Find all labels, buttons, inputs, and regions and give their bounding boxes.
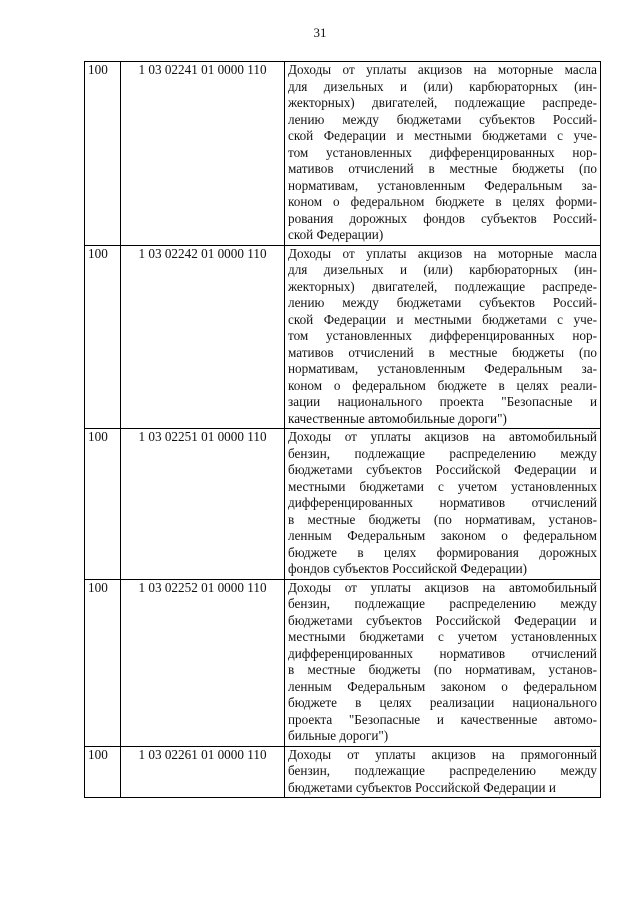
description-line: мативов отчислений в местные бюджеты (по (288, 161, 597, 176)
description-line: том установленных дифференцированных нор- (288, 328, 597, 343)
revenue-description-cell (285, 746, 601, 798)
description-line: ской Федерации и местными бюджетами с уче- (288, 128, 597, 143)
description-line: Доходы от уплаты акцизов на автомобильный (288, 579, 597, 595)
description-line: дифференцированных нормативов отчислений (288, 645, 597, 661)
table-body (85, 62, 601, 798)
description-line: бюджетами субъектов Российской Федерации и (288, 462, 597, 477)
description-line: Доходы от уплаты акцизов на моторные масла (288, 62, 597, 77)
description-line: дифференцированных нормативов отчислений (288, 495, 597, 510)
description-line: местными бюджетами с учетом установленных (288, 478, 597, 494)
admin-code-cell: 100 (85, 579, 121, 746)
description-line: для дизельных и (или) карбюраторных (ин- (288, 78, 597, 94)
budget-classification-code-cell: 1 03 02241 01 0000 110 (121, 62, 285, 246)
description-line: бюджетами субъектов Российской Федерации и (288, 779, 556, 795)
description-line: жекторных) двигателей, подлежащие распреде- (288, 95, 597, 110)
description-line: жекторных) двигателей, подлежащие распреде- (288, 278, 597, 294)
description-line: бюджетами субъектов Российской Федерации и (288, 612, 597, 628)
description-line: бюджете в целях формирования дорожных (288, 544, 597, 560)
description-line: в местные бюджеты (по нормативам, установ- (288, 662, 597, 677)
description-line: нормативам, установленным Федеральным за- (288, 361, 597, 376)
description-line: ленным Федеральным законом о федеральном (288, 528, 597, 543)
description-line: ленным Федеральным законом о федеральном (288, 678, 597, 694)
description-line: Доходы от уплаты акцизов на автомобильный (288, 429, 597, 444)
description-line: фондов субъектов Российской Федерации) (288, 561, 528, 576)
revenue-description-cell (285, 579, 601, 746)
description-line: лению между бюджетами субъектов Россий- (288, 295, 597, 310)
description-line: бильные дороги") (288, 728, 389, 743)
revenue-description-cell (285, 429, 601, 580)
admin-code-cell: 100 (85, 62, 121, 246)
description-line: ской Федерации) (288, 227, 384, 242)
description-line: бензин, подлежащие распределению между (288, 596, 597, 611)
page-number: 31 (313, 25, 327, 40)
admin-code-cell: 100 (85, 245, 121, 429)
description-line: Доходы от уплаты акцизов на прямогонный (288, 746, 597, 762)
admin-code-cell: 100 (85, 429, 121, 580)
budget-classification-code-cell: 1 03 02251 01 0000 110 (121, 429, 285, 580)
description-line: для дизельных и (или) карбюраторных (ин- (288, 262, 597, 277)
table-row (85, 245, 601, 429)
description-line: нормативам, установленным Федеральным за- (288, 177, 597, 193)
description-line: коном о федеральном бюджете в целях реали- (288, 377, 597, 393)
description-line: проекта "Безопасные и качественные автомо- (288, 711, 597, 727)
description-line: зации национального проекта "Безопасные и (288, 394, 597, 409)
description-line: том установленных дифференцированных нор- (288, 144, 597, 160)
revenue-description-cell (285, 245, 601, 429)
description-line: качественные автомобильные дороги") (288, 410, 507, 426)
budget-classification-code-cell: 1 03 02261 01 0000 110 (121, 746, 285, 798)
revenue-description-cell (285, 62, 601, 246)
description-line: в местные бюджеты (по нормативам, установ- (288, 511, 597, 527)
table-row (85, 746, 601, 798)
description-line: мативов отчислений в местные бюджеты (по (288, 344, 597, 360)
admin-code-cell: 100 (85, 746, 121, 798)
description-line: бензин, подлежащие распределению между (288, 445, 597, 461)
table-row (85, 429, 601, 580)
description-line: лению между бюджетами субъектов Россий- (288, 111, 597, 127)
description-line: рования дорожных фондов субъектов Россий- (288, 210, 597, 226)
description-line: местными бюджетами с учетом установленных (288, 629, 597, 644)
description-line: ской Федерации и местными бюджетами с уче- (288, 311, 597, 327)
description-line: Доходы от уплаты акцизов на моторные масла (288, 245, 597, 261)
budget-classification-code-cell: 1 03 02242 01 0000 110 (121, 245, 285, 429)
revenue-classification-table (84, 61, 601, 798)
budget-classification-code-cell: 1 03 02252 01 0000 110 (121, 579, 285, 746)
table-row (85, 62, 601, 246)
description-line: бензин, подлежащие распределению между (288, 763, 597, 778)
description-line: коном о федеральном бюджете в целях форми- (288, 194, 597, 209)
table-row (85, 579, 601, 746)
description-line: бюджете в целях реализации национального (288, 695, 597, 710)
